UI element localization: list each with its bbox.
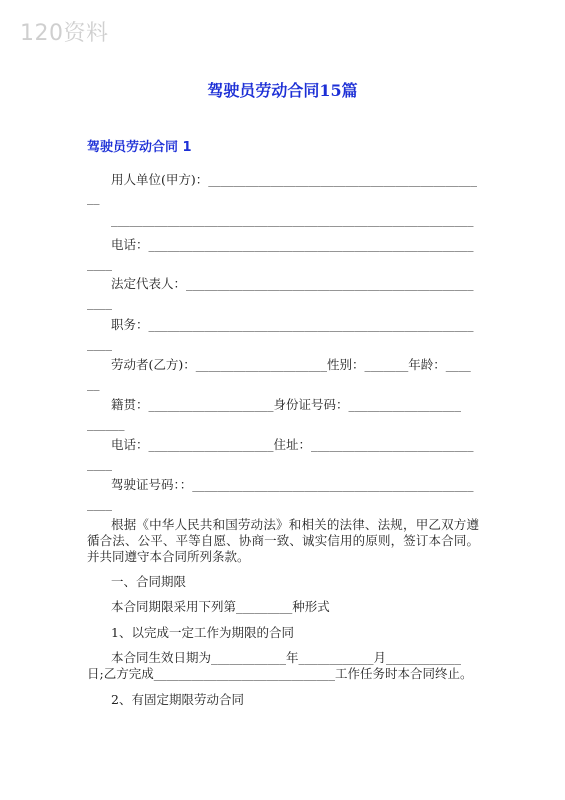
employer-blank-line: __________________________________________________________ <box>111 212 474 227</box>
employer-field: 用人单位(甲方)：___________________________________________ <box>111 172 478 187</box>
legal-representative-continuation: ____ <box>87 295 112 310</box>
term-form-line: 本合同期限采用下列第_________种形式 <box>111 599 330 614</box>
clause-item-2: 2、有固定期限劳动合同 <box>111 692 244 707</box>
origin-id-continuation: ______ <box>87 416 125 431</box>
phone-address-field: 电话：____________________住址：__________________________ <box>111 437 474 452</box>
phone-field-continuation: ____ <box>87 256 112 271</box>
position-field-continuation: ____ <box>87 336 112 351</box>
origin-id-field: 籍贯：____________________身份证号码：__________________ <box>111 397 462 412</box>
phone-field: 电话：____________________________________________________ <box>111 237 474 252</box>
preamble-paragraph: 根据《中华人民共和国劳动法》和相关的法律、法规，甲乙双方遵循合法、公平、平等自愿、协商一致、诚实信用的原则，签订本合同。并共同遵守本合同所列条款。 <box>87 517 479 564</box>
employer-field-continuation: __ <box>87 190 100 205</box>
position-field: 职务：____________________________________________________ <box>111 317 474 332</box>
watermark: 120资料 <box>20 21 109 46</box>
driver-license-continuation: ____ <box>87 496 112 511</box>
clause-heading-term: 一、合同期限 <box>111 574 187 589</box>
worker-field: 劳动者(乙方)：_____________________性别：_______年龄：____ <box>111 357 471 372</box>
clause-item-1: 1、以完成一定工作为期限的合同 <box>111 625 294 640</box>
worker-field-continuation: __ <box>87 376 100 391</box>
legal-representative-field: 法定代表人：______________________________________________ <box>111 276 474 291</box>
phone-address-continuation: ____ <box>87 456 112 471</box>
document-title: 驾驶员劳动合同15篇 <box>207 81 358 100</box>
effective-date-continuation: 日;乙方完成_____________________________工作任务时本合同终止。 <box>87 666 473 681</box>
effective-date-line: 本合同生效日期为____________年____________月____________ <box>111 650 462 665</box>
driver-license-field: 驾驶证号码：：_____________________________________________ <box>111 477 474 492</box>
section-title: 驾驶员劳动合同 1 <box>87 140 192 155</box>
